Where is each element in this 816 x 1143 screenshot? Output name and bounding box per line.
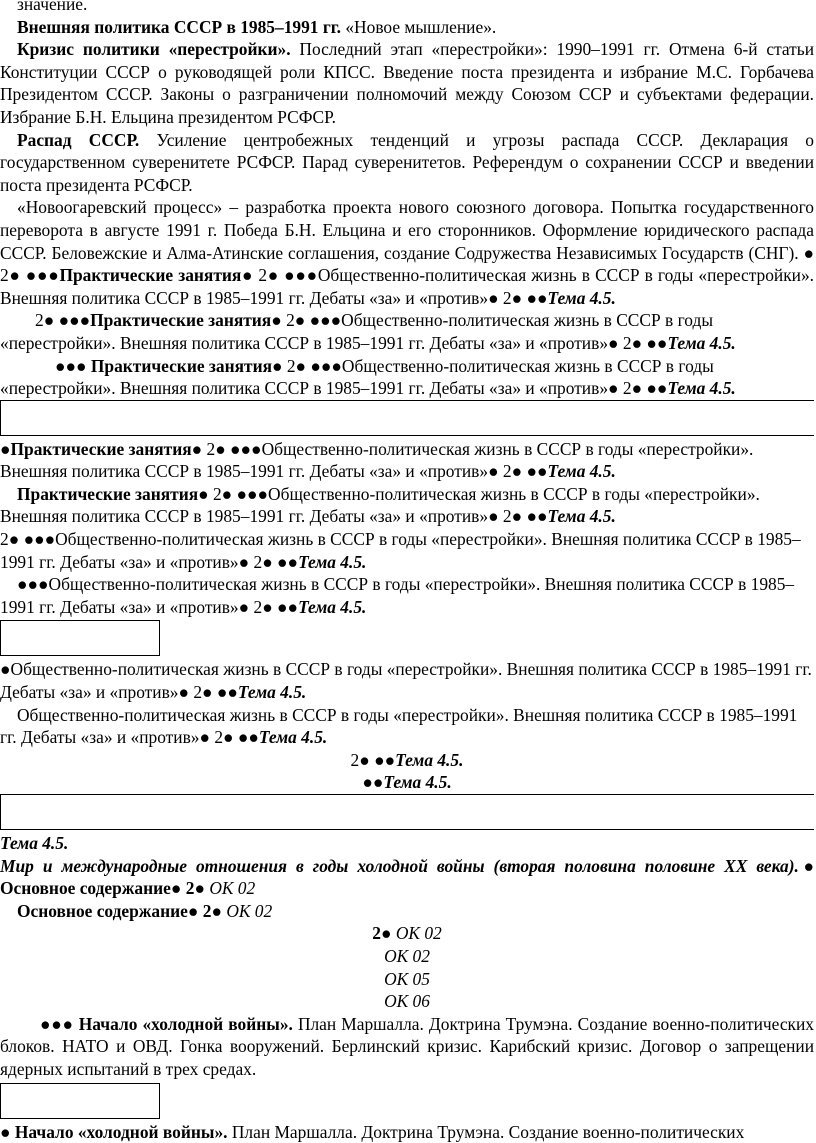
para-cold-war: ●●● Начало «холодной войны». План Маршалла. Доктрина Трумэна. Создание военно-политических блоков. НАТО и ОВД. Гонка вооружений. Берлинский кризис. Карибский кризис. Договор о запрещении ядерных испытаний в трех средах.: [0, 1013, 815, 1079]
empty-box: [0, 400, 814, 436]
empty-box: [0, 794, 814, 830]
para-novoogarevo: «Новоогаревский процесс» – разработка проекта нового союзного договора. Попытка государственного переворота в августе 1991 г. Победа Б.Н. Ельцина и его сторонников. Оформление юридического распада СССР. Беловежские и Алма-Атинские соглашения, создание Содружества Независимых Государств (СНГ). ● 2● ●●●Практические занятия● 2● ●●●Общественно-политическая жизнь в СССР в годы «перестройки». Внешняя политика СССР в 1985–1991 гг. Дебаты «за» и «против»● 2● ●●Тема 4.5.: [0, 197, 815, 308]
tema-heading: Тема 4.5.: [0, 833, 69, 853]
fragment-znachenie: значение.: [17, 0, 88, 14]
para-repeat-6: ●●●Общественно-политическая жизнь в СССР в годы «перестройки». Внешняя политика СССР в 1985–1991 гг. Дебаты «за» и «против»● 2● ●●Тема 4.5.: [0, 574, 795, 617]
empty-box: [0, 620, 160, 656]
para-repeat-1: 2● ●●●Практические занятия● 2● ●●●Общественно-политическая жизнь в СССР в годы «перестройки». Внешняя политика СССР в 1985–1991 гг. Дебаты «за» и «против»● 2● ●●Тема 4.5.: [0, 310, 736, 353]
para-foreign-policy: Внешняя политика СССР в 1985–1991 гг. «Новое мышление».: [17, 16, 497, 37]
tema-title: Мир и международные отношения в годы холодной войны (вторая половина половине XX века).● Основное содержание● 2● ОК 02: [0, 855, 814, 899]
ok-line-4: ОК 06: [384, 991, 430, 1012]
para-ussr-collapse: Распад СССР. Усиление центробежных тенденций и угрозы распада СССР. Декларация о государственном суверенитете РСФСР. Парад суверенитетов. Референдум о сохранении СССР и введении поста президента РСФСР.: [0, 129, 814, 195]
para-repeat-4: Практические занятия● 2● ●●●Общественно-политическая жизнь в СССР в годы «перестройки». Внешняя политика СССР в 1985–1991 гг. Дебаты «за» и «против»● 2● ●●Тема 4.5.: [0, 483, 760, 527]
para-repeat-2: ●●● Практические занятия● 2● ●●●Общественно-политическая жизнь в СССР в годы «перестройки». Внешняя политика СССР в 1985–1991 гг. Дебаты «за» и «против»● 2● ●●Тема 4.5.: [0, 355, 736, 399]
ok-line-1: 2● ОК 02: [372, 923, 442, 944]
para-repeat-8: Общественно-политическая жизнь в СССР в годы «перестройки». Внешняя политика СССР в 1985–1991 гг. Дебаты «за» и «против»● 2● ●●Тема 4.5.: [0, 704, 798, 748]
para-repeat-3: ●Практические занятия● 2● ●●●Общественно-политическая жизнь в СССР в годы «перестройки». Внешняя политика СССР в 1985–1991 гг. Дебаты «за» и «против»● 2● ●●Тема 4.5.: [0, 438, 754, 482]
para-repeat-5: 2● ●●●Общественно-политическая жизнь в СССР в годы «перестройки». Внешняя политика СССР в 1985–1991 гг. Дебаты «за» и «против»● 2● ●●Тема 4.5.: [0, 529, 801, 572]
para-repeat-9: 2● ●●Тема 4.5.: [350, 749, 464, 770]
empty-box: [0, 1083, 160, 1119]
ok-line-3: ОК 05: [384, 968, 430, 989]
ok-line-2: ОК 02: [384, 945, 430, 966]
osn-line: Основное содержание● 2● ОК 02: [17, 900, 273, 921]
para-perestroika-crisis: Кризис политики «перестройки». Последний этап «перестройки»: 1990–1991 гг. Отмена 6-й статьи Конституции СССР о руководящей роли КПСС. Введение поста президента и избрание М.С. Горбачева Президентом СССР. Законы о разграничении полномочий между Союзом ССР и субъектами федерации. Избрание Б.Н. Ельцина президентом РСФСР.: [0, 39, 814, 127]
para-cold-war-repeat: ● Начало «холодной войны». План Маршалла. Доктрина Трумэна. Создание военно-политических: [0, 1121, 745, 1142]
para-repeat-10: ●●Тема 4.5.: [362, 772, 452, 793]
para-repeat-7: ●Общественно-политическая жизнь в СССР в годы «перестройки». Внешняя политика СССР в 1985–1991 гг. Дебаты «за» и «против»● 2● ●●Тема 4.5.: [0, 659, 812, 703]
